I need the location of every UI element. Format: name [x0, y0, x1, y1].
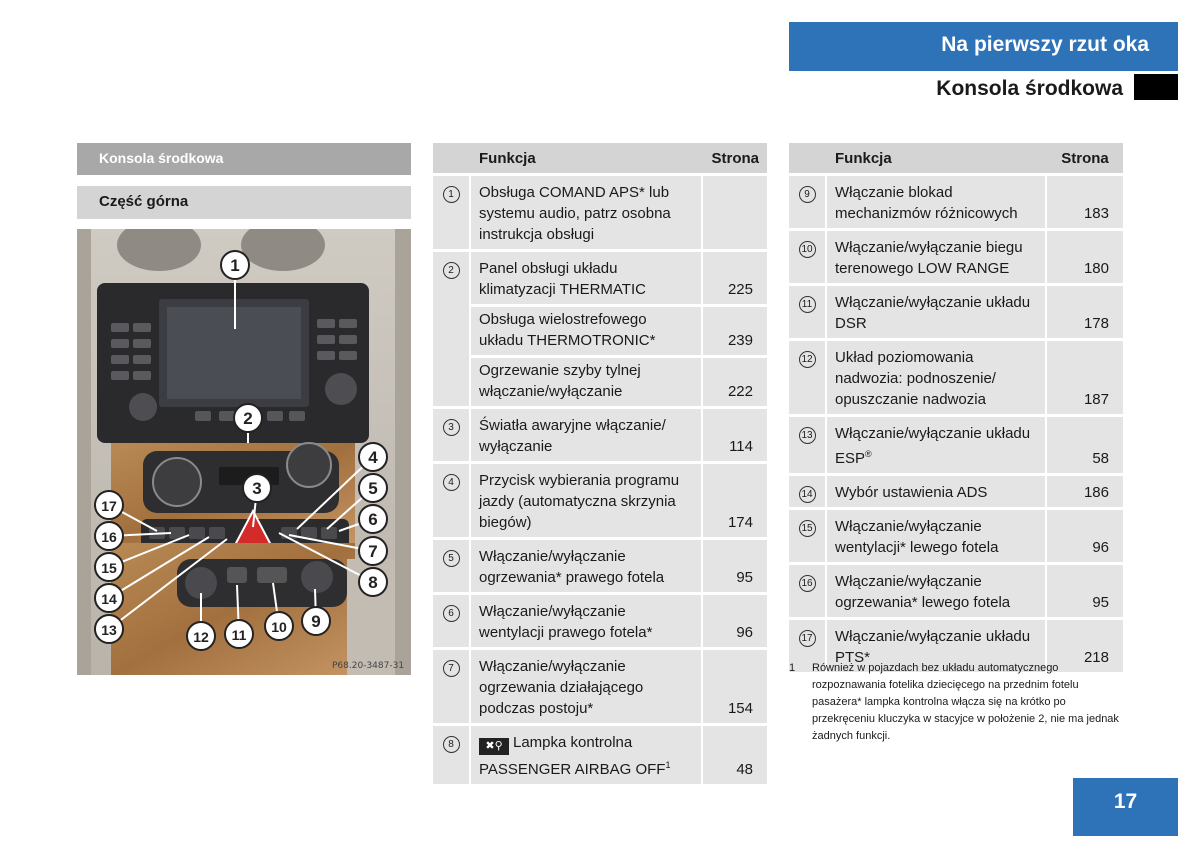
photo-code: P68.20-3487-31: [332, 661, 405, 671]
function-table-2: [789, 140, 1123, 675]
function-text: Światła awaryjne włączanie/ wyłączanie: [471, 409, 703, 461]
callout-number-3: 3: [252, 479, 262, 498]
callout-number-14: 14: [101, 591, 117, 607]
function-text: Obsługa COMAND APS* lub systemu audio, patrz osobna instrukcja obsługi: [471, 176, 703, 249]
table-row: [789, 476, 1123, 507]
page-ref: 225: [703, 252, 767, 304]
function-text: [827, 231, 1047, 283]
section-subtitle: Część górna: [77, 186, 411, 219]
callout-number-13: 13: [101, 622, 117, 638]
circled-number: 11: [799, 296, 816, 313]
page-ref: 222: [703, 358, 767, 406]
function-text-a: Lampka kontrolna: [513, 734, 633, 751]
circled-number: 4: [443, 474, 460, 491]
table-row: [433, 358, 767, 406]
callout-number-8: 8: [368, 573, 378, 592]
row-number: [433, 252, 471, 406]
callout-number-15: 15: [101, 560, 117, 576]
callout-number-6: 6: [368, 510, 378, 529]
function-label: Włączanie/wyłączanie ogrzewania* lewego fotela: [835, 573, 1011, 611]
callout-number-1: 1: [230, 256, 240, 275]
row-number: [433, 176, 471, 249]
footnote-ref: 1: [665, 760, 671, 770]
row-number: [433, 726, 471, 784]
page-ref: 58: [1047, 417, 1123, 473]
passenger-airbag-off-icon: ✖⚲: [479, 738, 509, 755]
function-text: Włączanie/wyłączanie ogrzewania* prawego fotela: [471, 540, 703, 592]
function-label: Włączanie/wyłączanie układu DSR: [835, 294, 1031, 332]
function-text: [471, 726, 703, 784]
table-row: [433, 726, 767, 784]
circled-number: 9: [799, 186, 816, 203]
row-number: [433, 464, 471, 537]
row-number: [789, 341, 827, 414]
callout-number-7: 7: [368, 542, 378, 561]
row-number: [433, 540, 471, 592]
circled-number: 7: [443, 660, 460, 677]
row-number: [433, 409, 471, 461]
function-label: Układ poziomowania nadwozia: podnoszenie/ opuszczanie nadwozia: [835, 349, 996, 408]
page-header: Strona: [1047, 143, 1123, 173]
circled-number: 8: [443, 736, 460, 753]
function-header: Funkcja: [471, 143, 703, 173]
row-number: [789, 565, 827, 617]
row-number: [789, 510, 827, 562]
page-ref: 114: [703, 409, 767, 461]
page-ref: 183: [1047, 176, 1123, 228]
callout-number-2: 2: [243, 409, 253, 428]
function-text: [827, 286, 1047, 338]
table-row: [433, 464, 767, 537]
registered-mark: ®: [865, 449, 872, 459]
function-text: [827, 341, 1047, 414]
right-temp-dial: [287, 443, 331, 487]
function-text: [827, 476, 1047, 507]
table-row: [789, 231, 1123, 283]
page-ref: 95: [1047, 565, 1123, 617]
circled-number: 3: [443, 419, 460, 436]
function-table-1: [433, 140, 767, 787]
table-row: [433, 176, 767, 249]
page-ref: 218: [1047, 620, 1123, 672]
function-text: [827, 176, 1047, 228]
function-label: Włączanie/wyłączanie układu PTS*: [835, 628, 1031, 666]
function-text: [827, 417, 1047, 473]
table-row: [789, 510, 1123, 562]
page-ref: 174: [703, 464, 767, 537]
callout-number-10: 10: [271, 619, 287, 635]
num-header: [789, 143, 827, 173]
row-number: [789, 231, 827, 283]
table-row: [789, 176, 1123, 228]
circled-number: 1: [443, 186, 460, 203]
page-ref: 187: [1047, 341, 1123, 414]
row-number: [789, 417, 827, 473]
callout-number-12: 12: [193, 629, 209, 645]
circled-number: 10: [799, 241, 816, 258]
page-ref: 180: [1047, 231, 1123, 283]
function-label: Włączanie blokad mechanizmów różnicowych: [835, 184, 1018, 222]
function-label: Wybór ustawienia ADS: [835, 484, 988, 501]
circled-number: 2: [443, 262, 460, 279]
table-row: [789, 341, 1123, 414]
circled-number: 6: [443, 605, 460, 622]
page-ref: 178: [1047, 286, 1123, 338]
circled-number: 12: [799, 351, 816, 368]
row-number: [789, 176, 827, 228]
function-label: Włączanie/wyłączanie układu ESP: [835, 425, 1031, 467]
section-header: Na pierwszy rzut oka: [789, 22, 1178, 71]
console-photo: [77, 229, 411, 675]
circled-number: 14: [799, 486, 816, 503]
row-number: [433, 595, 471, 647]
table-row: [433, 307, 767, 355]
function-text: Obsługa wielostrefowego układu THERMOTRONIC*: [471, 307, 703, 355]
table-row: [433, 252, 767, 304]
thumb-tab: [1134, 74, 1178, 100]
callout-number-5: 5: [368, 479, 378, 498]
table-row: [433, 650, 767, 723]
circled-number: 5: [443, 550, 460, 567]
callout-number-4: 4: [368, 448, 378, 467]
circled-number: 16: [799, 575, 816, 592]
left-temp-dial: [153, 458, 201, 506]
num-header: [433, 143, 471, 173]
function-text-b: PASSENGER AIRBAG OFF: [479, 761, 666, 778]
page-ref: 186: [1047, 476, 1123, 507]
function-text: Panel obsługi układu klimatyzacji THERMATIC: [471, 252, 703, 304]
function-text: Włączanie/wyłączanie ogrzewania działającego podczas postoju*: [471, 650, 703, 723]
table-row: [789, 286, 1123, 338]
page-ref: 95: [703, 540, 767, 592]
page-ref: [703, 176, 767, 249]
footnote-text: Również w pojazdach bez układu automatycznego rozpoznawania fotelika dziecięcego na przednim fotelu pasażera* lampka kontrolna włącza się na krótko po przekręceniu kluczyka w stacyjce w położenie 2, nie ma jednak żadnych funkcji.: [812, 662, 1119, 742]
function-text: Ogrzewanie szyby tylnej włączanie/wyłączanie: [471, 358, 703, 406]
circled-number: 15: [799, 520, 816, 537]
callout-number-9: 9: [311, 612, 321, 631]
page-ref: 239: [703, 307, 767, 355]
row-number: [789, 286, 827, 338]
callout-number-16: 16: [101, 529, 117, 545]
subsection-title: Konsola środkowa: [936, 77, 1123, 100]
page-ref: 48: [703, 726, 767, 784]
table-row: [789, 565, 1123, 617]
function-text: [827, 510, 1047, 562]
page-ref: 154: [703, 650, 767, 723]
table-row: [433, 595, 767, 647]
function-label: Włączanie/wyłączanie biegu terenowego LOW RANGE: [835, 239, 1023, 277]
table-row: [433, 409, 767, 461]
section-title: Konsola środkowa: [77, 143, 411, 175]
callout-number-11: 11: [231, 627, 247, 643]
page-number: 17: [1073, 778, 1178, 836]
footnote-number: 1: [789, 662, 796, 674]
function-header: Funkcja: [827, 143, 1047, 173]
callout-number-17: 17: [101, 498, 117, 514]
function-text: Włączanie/wyłączanie wentylacji prawego fotela*: [471, 595, 703, 647]
footnote: [789, 660, 1125, 745]
console-illustration: [77, 229, 411, 675]
function-text: Przycisk wybierania programu jazdy (automatyczna skrzynia biegów): [471, 464, 703, 537]
page-header: Strona: [703, 143, 767, 173]
page-ref: 96: [703, 595, 767, 647]
function-label: Włączanie/wyłączanie wentylacji* lewego fotela: [835, 518, 999, 556]
row-number: [433, 650, 471, 723]
page-ref: 96: [1047, 510, 1123, 562]
table-row: [789, 417, 1123, 473]
function-text: [827, 565, 1047, 617]
circled-number: 13: [799, 427, 816, 444]
row-number: [789, 476, 827, 507]
circled-number: 17: [799, 630, 816, 647]
table-row: [433, 540, 767, 592]
